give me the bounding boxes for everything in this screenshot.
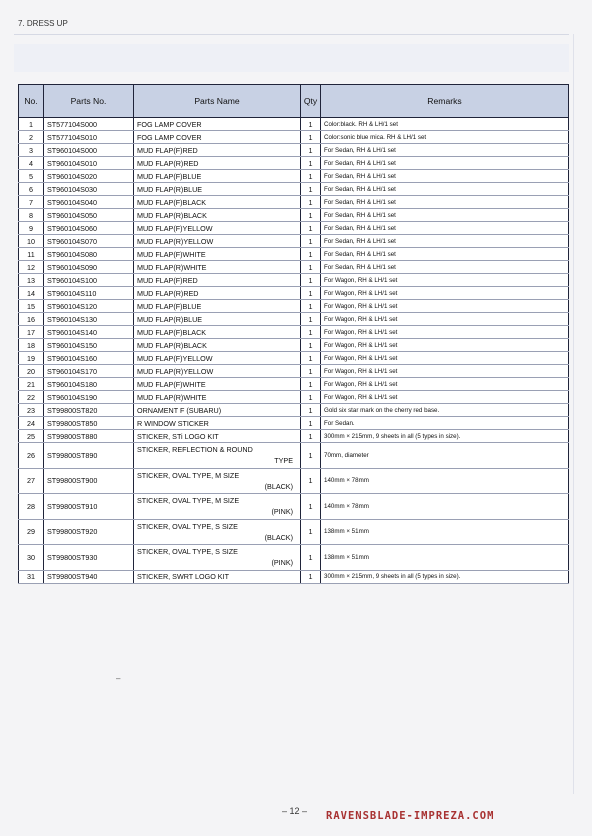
cell-no: 5	[19, 170, 44, 183]
header-remarks: Remarks	[321, 85, 569, 118]
parts-name-line1: MUD FLAP(F)WHITE	[137, 379, 206, 389]
cell-qty: 1	[301, 274, 321, 287]
cell-parts-no: ST577104S000	[44, 118, 134, 131]
cell-qty: 1	[301, 313, 321, 326]
cell-qty: 1	[301, 404, 321, 417]
parts-name-line1: MUD FLAP(R)BLUE	[137, 314, 203, 324]
parts-name-line1: MUD FLAP(R)YELLOW	[137, 236, 214, 246]
table-row	[19, 300, 569, 313]
table-row	[19, 443, 569, 469]
parts-name-line1: MUD FLAP(R)BLACK	[137, 340, 207, 350]
cell-remarks: For Wagon, RH & LH/1 set	[321, 391, 569, 404]
parts-name-line1: FOG LAMP COVER	[137, 132, 202, 142]
cell-qty: 1	[301, 300, 321, 313]
cell-parts-no: ST960104S120	[44, 300, 134, 313]
parts-name-line1: STICKER, OVAL TYPE, M SIZE	[137, 470, 240, 480]
parts-name-line1: MUD FLAP(F)YELLOW	[137, 353, 213, 363]
cell-no: 24	[19, 417, 44, 430]
cell-no: 9	[19, 222, 44, 235]
cell-parts-no: ST960104S140	[44, 326, 134, 339]
cell-parts-name	[134, 545, 301, 571]
cell-parts-name	[134, 170, 301, 183]
cell-qty: 1	[301, 235, 321, 248]
parts-name-line1: FOG LAMP COVER	[137, 119, 202, 129]
cell-qty: 1	[301, 170, 321, 183]
cell-remarks: For Sedan, RH & LH/1 set	[321, 261, 569, 274]
parts-name-line1: MUD FLAP(F)RED	[137, 145, 198, 155]
cell-no: 17	[19, 326, 44, 339]
cell-qty: 1	[301, 365, 321, 378]
page-number: – 12 –	[282, 806, 308, 816]
cell-remarks: For Sedan, RH & LH/1 set	[321, 196, 569, 209]
table-row	[19, 430, 569, 443]
cell-no: 18	[19, 339, 44, 352]
parts-name-line2: (PINK)	[271, 558, 293, 568]
cell-parts-no: ST960104S170	[44, 365, 134, 378]
parts-name-line1: MUD FLAP(R)YELLOW	[137, 366, 214, 376]
cell-parts-name	[134, 494, 301, 520]
parts-name-line1: MUD FLAP(R)BLACK	[137, 210, 207, 220]
cell-qty: 1	[301, 287, 321, 300]
cell-parts-no: ST960104S090	[44, 261, 134, 274]
table-row	[19, 118, 569, 131]
cell-qty: 1	[301, 157, 321, 170]
table-row	[19, 222, 569, 235]
cell-remarks: For Sedan, RH & LH/1 set	[321, 235, 569, 248]
cell-parts-name	[134, 417, 301, 430]
cell-remarks: For Wagon, RH & LH/1 set	[321, 300, 569, 313]
cell-remarks: 300mm × 215mm, 9 sheets in all (5 types in size).	[321, 570, 569, 583]
cell-parts-no: ST99800ST820	[44, 404, 134, 417]
cell-no: 15	[19, 300, 44, 313]
cell-parts-no: ST960104S100	[44, 274, 134, 287]
cell-qty: 1	[301, 144, 321, 157]
cell-parts-name	[134, 287, 301, 300]
cell-parts-name	[134, 313, 301, 326]
parts-name-line1: STICKER, REFLECTION & ROUND	[137, 445, 253, 455]
table-row	[19, 131, 569, 144]
cell-no: 4	[19, 157, 44, 170]
cell-parts-name	[134, 248, 301, 261]
parts-name-line1: MUD FLAP(F)RED	[137, 275, 198, 285]
cell-parts-name	[134, 519, 301, 545]
table-row	[19, 326, 569, 339]
cell-qty: 1	[301, 570, 321, 583]
cell-parts-no: ST960104S070	[44, 235, 134, 248]
cell-parts-no: ST577104S010	[44, 131, 134, 144]
cell-parts-name	[134, 222, 301, 235]
cell-qty: 1	[301, 468, 321, 494]
header-band	[14, 44, 569, 72]
top-rule	[14, 34, 569, 35]
cell-no: 3	[19, 144, 44, 157]
cell-parts-no: ST960104S080	[44, 248, 134, 261]
parts-name-line1: MUD FLAP(R)WHITE	[137, 392, 207, 402]
cell-remarks: For Wagon, RH & LH/1 set	[321, 287, 569, 300]
cell-no: 10	[19, 235, 44, 248]
table-row	[19, 570, 569, 583]
table-row	[19, 248, 569, 261]
table-row	[19, 468, 569, 494]
cell-parts-no: ST960104S060	[44, 222, 134, 235]
cell-parts-no: ST960104S150	[44, 339, 134, 352]
cell-remarks: For Wagon, RH & LH/1 set	[321, 378, 569, 391]
header-qty: Qty	[301, 85, 321, 118]
table-row	[19, 494, 569, 520]
cell-qty: 1	[301, 352, 321, 365]
cell-parts-name	[134, 468, 301, 494]
cell-no: 13	[19, 274, 44, 287]
cell-qty: 1	[301, 196, 321, 209]
parts-name-line1: ORNAMENT F (SUBARU)	[137, 405, 222, 415]
cell-qty: 1	[301, 378, 321, 391]
parts-name-line1: STICKER, OVAL TYPE, S SIZE	[137, 547, 238, 557]
parts-name-line1: MUD FLAP(R)WHITE	[137, 262, 207, 272]
header-parts-name: Parts Name	[134, 85, 301, 118]
cell-parts-no: ST960104S130	[44, 313, 134, 326]
cell-parts-no: ST960104S040	[44, 196, 134, 209]
cell-remarks: 138mm × 51mm	[321, 519, 569, 545]
cell-parts-no: ST960104S020	[44, 170, 134, 183]
cell-no: 31	[19, 570, 44, 583]
table-row	[19, 391, 569, 404]
parts-name-line1: MUD FLAP(F)YELLOW	[137, 223, 213, 233]
parts-name-line1: MUD FLAP(F)BLUE	[137, 301, 202, 311]
cell-qty: 1	[301, 430, 321, 443]
cell-remarks: Color:sonic blue mica. RH & LH/1 set	[321, 131, 569, 144]
parts-name-line2: (PINK)	[271, 507, 293, 517]
cell-parts-no: ST960104S110	[44, 287, 134, 300]
cell-remarks: For Wagon, RH & LH/1 set	[321, 326, 569, 339]
cell-no: 23	[19, 404, 44, 417]
cell-remarks: 140mm × 78mm	[321, 468, 569, 494]
table-row	[19, 404, 569, 417]
cell-parts-name	[134, 339, 301, 352]
cell-parts-name	[134, 157, 301, 170]
table-row	[19, 196, 569, 209]
cell-qty: 1	[301, 326, 321, 339]
table-row	[19, 287, 569, 300]
table-row	[19, 183, 569, 196]
cell-parts-name	[134, 352, 301, 365]
table-row	[19, 261, 569, 274]
cell-parts-no: ST960104S030	[44, 183, 134, 196]
table-row	[19, 274, 569, 287]
cell-parts-no: ST99800ST930	[44, 545, 134, 571]
table-row	[19, 209, 569, 222]
parts-name-line2: (BLACK)	[264, 481, 293, 491]
cell-no: 8	[19, 209, 44, 222]
cell-remarks: 70mm, diameter	[321, 443, 569, 469]
parts-name-line1: R WINDOW STICKER	[137, 418, 209, 428]
table-row	[19, 235, 569, 248]
table-body	[19, 118, 569, 584]
cell-no: 11	[19, 248, 44, 261]
cell-parts-name	[134, 183, 301, 196]
cell-qty: 1	[301, 443, 321, 469]
cell-qty: 1	[301, 222, 321, 235]
parts-name-line1: STICKER, OVAL TYPE, S SIZE	[137, 521, 238, 531]
cell-remarks: For Sedan.	[321, 417, 569, 430]
cell-qty: 1	[301, 118, 321, 131]
cell-parts-no: ST99800ST940	[44, 570, 134, 583]
cell-remarks: For Sedan, RH & LH/1 set	[321, 222, 569, 235]
cell-no: 28	[19, 494, 44, 520]
cell-remarks: For Sedan, RH & LH/1 set	[321, 157, 569, 170]
cell-parts-name	[134, 378, 301, 391]
cell-parts-name	[134, 570, 301, 583]
table-row	[19, 144, 569, 157]
cell-no: 20	[19, 365, 44, 378]
parts-name-line1: MUD FLAP(R)RED	[137, 158, 199, 168]
cell-parts-no: ST99800ST900	[44, 468, 134, 494]
cell-no: 19	[19, 352, 44, 365]
table-header-row	[19, 85, 569, 118]
parts-name-line2: TYPE	[274, 456, 293, 466]
cell-parts-name	[134, 443, 301, 469]
cell-parts-no: ST960104S180	[44, 378, 134, 391]
cell-parts-name	[134, 365, 301, 378]
parts-name-line2: (BLACK)	[264, 532, 293, 542]
table-row	[19, 365, 569, 378]
section-title: 7. DRESS UP	[18, 19, 68, 28]
parts-name-line1: MUD FLAP(R)BLUE	[137, 184, 203, 194]
cell-remarks: For Wagon, RH & LH/1 set	[321, 365, 569, 378]
cell-parts-no: ST99800ST890	[44, 443, 134, 469]
parts-table	[18, 84, 569, 584]
cell-no: 25	[19, 430, 44, 443]
table-row	[19, 378, 569, 391]
cell-no: 7	[19, 196, 44, 209]
parts-name-line1: MUD FLAP(F)WHITE	[137, 249, 206, 259]
cell-qty: 1	[301, 545, 321, 571]
cell-parts-name	[134, 196, 301, 209]
cell-remarks: For Sedan, RH & LH/1 set	[321, 170, 569, 183]
cell-parts-no: ST99800ST920	[44, 519, 134, 545]
cell-parts-name	[134, 118, 301, 131]
cell-no: 22	[19, 391, 44, 404]
cell-qty: 1	[301, 131, 321, 144]
cell-qty: 1	[301, 494, 321, 520]
parts-name-line1: STICKER, SWRT LOGO KIT	[137, 572, 229, 581]
table-row	[19, 313, 569, 326]
cell-no: 21	[19, 378, 44, 391]
cell-qty: 1	[301, 209, 321, 222]
cell-qty: 1	[301, 183, 321, 196]
cell-remarks: 138mm × 51mm	[321, 545, 569, 571]
cell-no: 30	[19, 545, 44, 571]
cell-remarks: Gold six star mark on the cherry red base.	[321, 404, 569, 417]
cell-no: 1	[19, 118, 44, 131]
cell-parts-no: ST960104S190	[44, 391, 134, 404]
parts-name-line1: MUD FLAP(F)BLUE	[137, 171, 202, 181]
table-row	[19, 339, 569, 352]
parts-name-line1: STICKER, STi LOGO KIT	[137, 431, 219, 441]
cell-remarks: For Sedan, RH & LH/1 set	[321, 183, 569, 196]
cell-no: 26	[19, 443, 44, 469]
cell-parts-no: ST960104S000	[44, 144, 134, 157]
cell-parts-name	[134, 326, 301, 339]
cell-remarks: 140mm × 78mm	[321, 494, 569, 520]
cell-qty: 1	[301, 391, 321, 404]
cell-remarks: 300mm × 215mm, 9 sheets in all (5 types in size).	[321, 430, 569, 443]
right-rule	[573, 34, 574, 794]
cell-no: 16	[19, 313, 44, 326]
cell-no: 2	[19, 131, 44, 144]
table-row	[19, 157, 569, 170]
table-row	[19, 170, 569, 183]
cell-parts-no: ST960104S160	[44, 352, 134, 365]
cell-parts-name	[134, 391, 301, 404]
cell-qty: 1	[301, 417, 321, 430]
parts-name-line1: STICKER, OVAL TYPE, M SIZE	[137, 496, 240, 506]
cell-parts-name	[134, 274, 301, 287]
cell-qty: 1	[301, 339, 321, 352]
cell-remarks: For Sedan, RH & LH/1 set	[321, 248, 569, 261]
cell-parts-name	[134, 261, 301, 274]
cell-parts-name	[134, 209, 301, 222]
cell-qty: 1	[301, 519, 321, 545]
cell-remarks: For Wagon, RH & LH/1 set	[321, 313, 569, 326]
header-no: No.	[19, 85, 44, 118]
cell-remarks: For Wagon, RH & LH/1 set	[321, 274, 569, 287]
cell-qty: 1	[301, 261, 321, 274]
table-row	[19, 519, 569, 545]
parts-name-line1: MUD FLAP(F)BLACK	[137, 197, 207, 207]
cell-parts-name	[134, 235, 301, 248]
cell-remarks: Color:black. RH & LH/1 set	[321, 118, 569, 131]
cell-parts-no: ST99800ST880	[44, 430, 134, 443]
cell-no: 29	[19, 519, 44, 545]
cell-parts-name	[134, 300, 301, 313]
cell-no: 27	[19, 468, 44, 494]
cell-qty: 1	[301, 248, 321, 261]
parts-name-line1: MUD FLAP(F)BLACK	[137, 327, 207, 337]
cell-remarks: For Wagon, RH & LH/1 set	[321, 339, 569, 352]
table-row	[19, 352, 569, 365]
table-row	[19, 417, 569, 430]
cell-parts-no: ST99800ST850	[44, 417, 134, 430]
cell-parts-name	[134, 131, 301, 144]
cell-remarks: For Sedan, RH & LH/1 set	[321, 209, 569, 222]
cell-remarks: For Wagon, RH & LH/1 set	[321, 352, 569, 365]
parts-name-line1: MUD FLAP(R)RED	[137, 288, 199, 298]
header-parts-no: Parts No.	[44, 85, 134, 118]
cell-parts-name	[134, 144, 301, 157]
cell-parts-name	[134, 404, 301, 417]
cell-parts-no: ST99800ST910	[44, 494, 134, 520]
cell-no: 12	[19, 261, 44, 274]
watermark: RAVENSBLADE-IMPREZA.COM	[326, 810, 495, 822]
cell-remarks: For Sedan, RH & LH/1 set	[321, 144, 569, 157]
stray-mark: –	[116, 674, 121, 683]
table-row	[19, 545, 569, 571]
cell-parts-no: ST960104S010	[44, 157, 134, 170]
cell-no: 14	[19, 287, 44, 300]
cell-parts-name	[134, 430, 301, 443]
cell-no: 6	[19, 183, 44, 196]
cell-parts-no: ST960104S050	[44, 209, 134, 222]
